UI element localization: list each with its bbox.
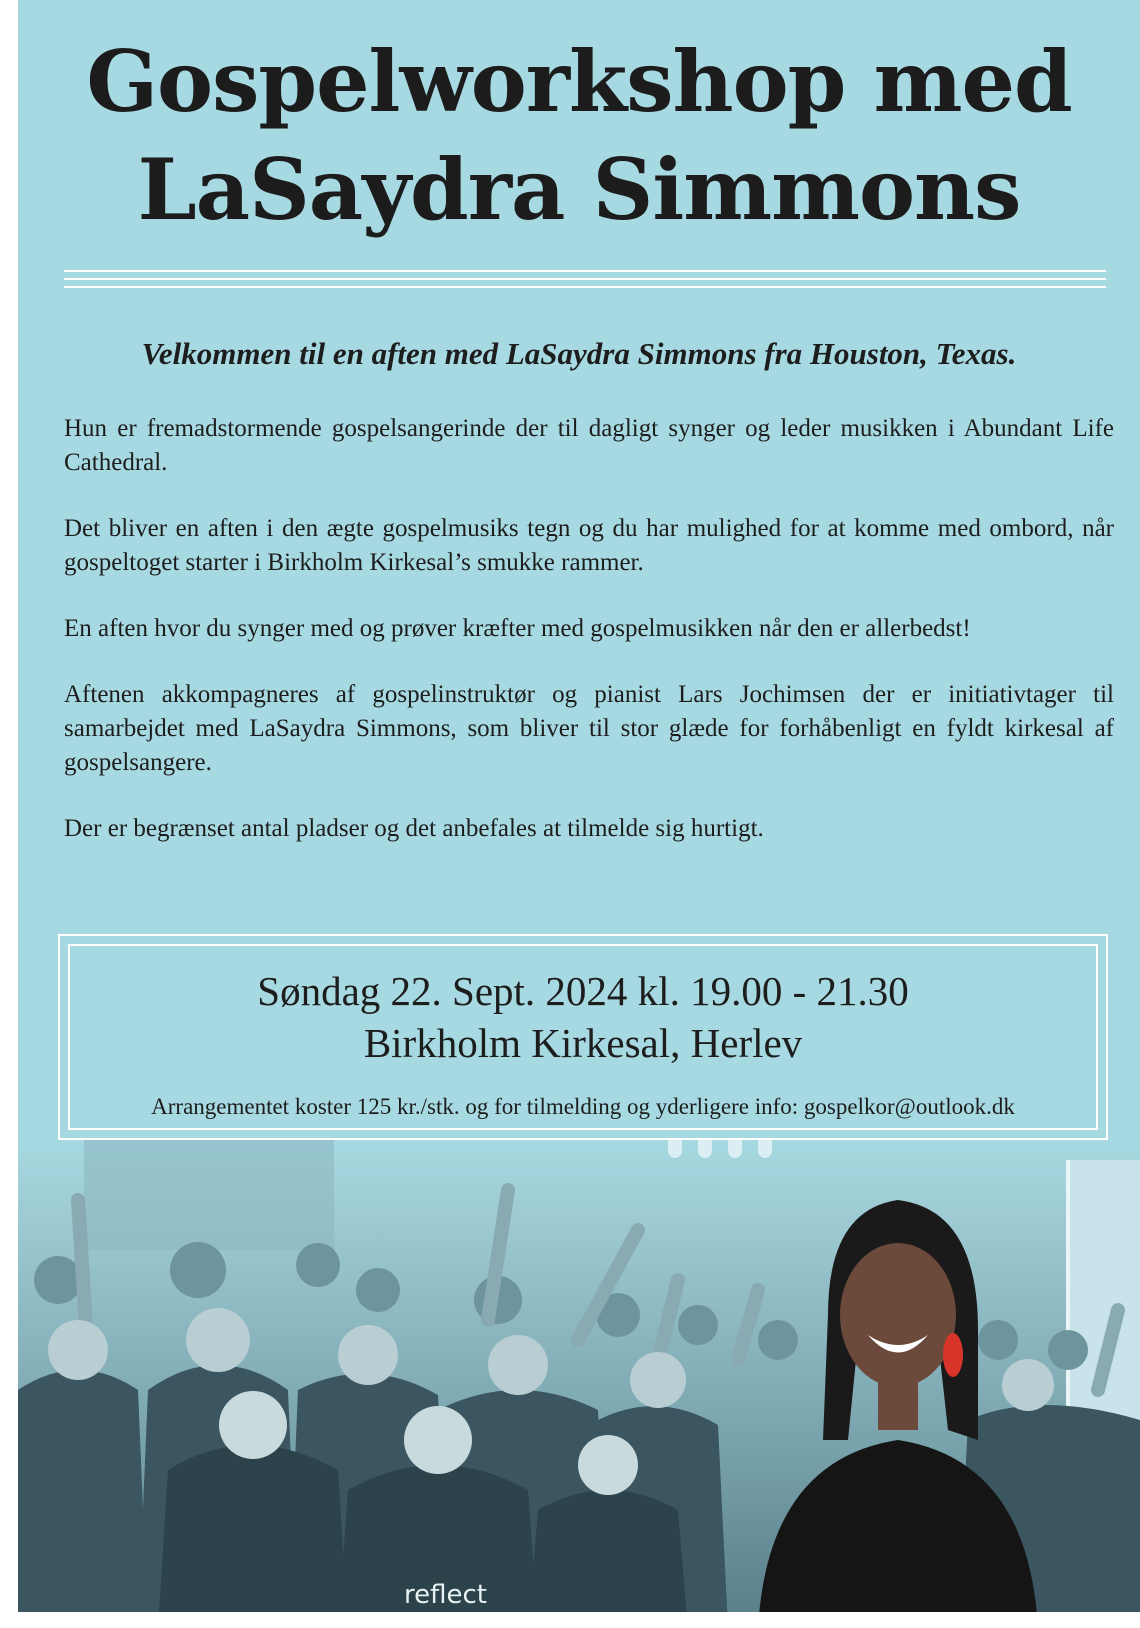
divider-rule bbox=[64, 278, 1106, 280]
event-venue: Birkholm Kirkesal, Herlev bbox=[363, 1020, 803, 1066]
poster bbox=[18, 0, 1140, 1628]
event-price-info: Arrangementet koster 125 kr./stk. og for tilmelding og yderligere info: gospelkor@outlook.dk bbox=[151, 1094, 1015, 1119]
title-line-1: Gospelworkshop med bbox=[86, 32, 1072, 131]
choir-photo bbox=[18, 1140, 1140, 1628]
event-info-box bbox=[58, 934, 1108, 1140]
divider-rule bbox=[64, 286, 1106, 288]
subtitle: Velkommen til en aften med LaSaydra Simmons fra Houston, Texas. bbox=[141, 336, 1017, 371]
event-info-box-inner bbox=[68, 944, 1098, 1130]
crowd-illustration bbox=[18, 1140, 1140, 1628]
poster-title bbox=[18, 28, 1140, 244]
paragraph: Aftenen akkompagneres af gospelinstruktør og pianist Lars Jochimsen der er initiativtager til samarbejdet med LaSaydra Simmons, som bliver til stor glæde for forhåbenligt en fyldt kirkesal af gospelsangere. bbox=[64, 681, 1114, 776]
bottom-strip bbox=[0, 1612, 1140, 1628]
paragraph: Det bliver en aften i den ægte gospelmusiks tegn og du har mulighed for at komme med ombord, når gospeltoget starter i Birkholm Kirkesal’s smukke rammer. bbox=[64, 515, 1114, 576]
event-date-time: Søndag 22. Sept. 2024 kl. 19.00 - 21.30 bbox=[257, 968, 909, 1014]
divider-rule bbox=[64, 270, 1106, 272]
shirt-text: reflect bbox=[404, 1580, 487, 1610]
title-line-2: LaSaydra Simmons bbox=[137, 140, 1021, 239]
paragraph: Hun er fremadstormende gospelsangerinde der til dagligt synger og leder musikken i Abundant Life Cathedral. bbox=[64, 415, 1114, 476]
left-margin bbox=[0, 0, 18, 1628]
paragraph: Der er begrænset antal pladser og det anbefales at tilmelde sig hurtigt. bbox=[64, 815, 764, 842]
body-text bbox=[64, 412, 1114, 878]
paragraph: En aften hvor du synger med og prøver kræfter med gospelmusikken når den er allerbedst! bbox=[64, 615, 971, 642]
